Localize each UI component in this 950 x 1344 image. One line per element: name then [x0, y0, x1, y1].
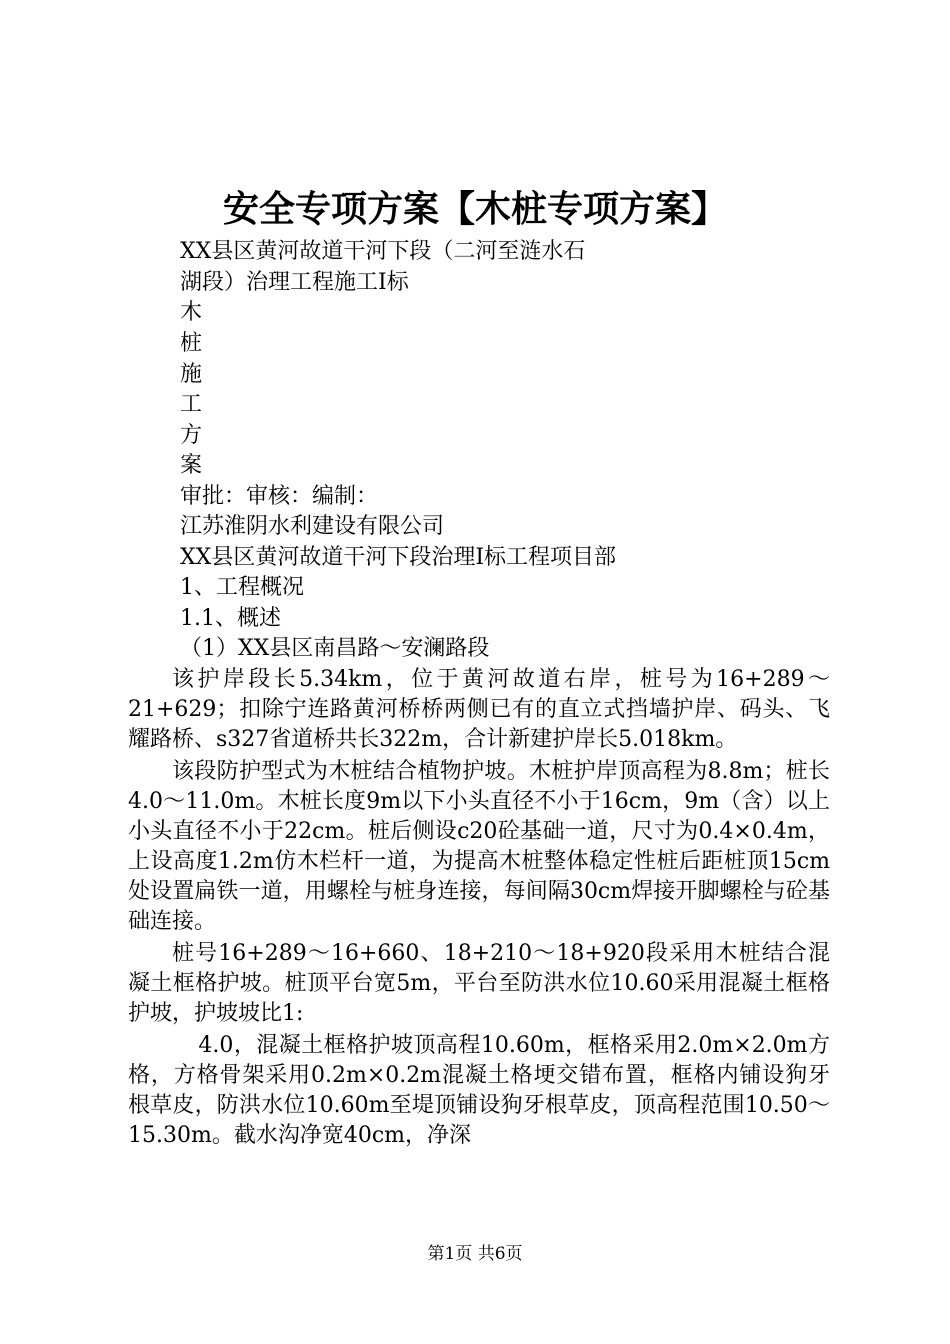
- vertical-title-char: 工: [180, 392, 203, 417]
- vertical-title-char: 方: [180, 423, 203, 448]
- section-heading: 1、工程概况: [180, 575, 304, 600]
- paragraph: 该护岸段长5.34km，位于黄河故道右岸，桩号为16+289～21+629；扣除宁连路黄河桥桥两侧已有的直立式挡墙护岸、码头、飞耀路桥、s327省道桥共长322m，合计新建护岸长5.018km。: [128, 667, 830, 752]
- company-name: 江苏淮阴水利建设有限公司: [180, 514, 445, 539]
- vertical-title-char: 案: [180, 453, 203, 478]
- project-name-line-2: 湖段）治理工程施工Ⅰ标: [180, 270, 409, 295]
- page-footer: 第1页 共6页: [427, 1244, 523, 1264]
- vertical-title-char: 施: [180, 362, 203, 387]
- project-department: XX县区黄河故道干河下段治理Ⅰ标工程项目部: [180, 545, 617, 570]
- paragraph: 4.0，混凝土框格护坡顶高程10.60m，框格采用2.0m×2.0m方格，方格骨架采用0.2m×0.2m混凝土格埂交错布置，框格内铺设狗牙根草皮，防洪水位10.60m至堤顶铺设狗牙根草皮，顶高程范围10.50～15.30m。截水沟净宽40cm，净深: [128, 1033, 830, 1148]
- approval-line: 审批：审核：编制：: [180, 484, 379, 509]
- body-text: [128, 665, 830, 1151]
- vertical-title-char: 桩: [180, 331, 203, 356]
- project-name-line-1: XX县区黄河故道干河下段（二河至涟水石: [180, 239, 586, 264]
- paragraph: 桩号16+289～16+660、18+210～18+920段采用木桩结合混凝土框格护坡。桩顶平台宽5m，平台至防洪水位10.60采用混凝土框格护坡，护坡坡比1:: [128, 941, 830, 1026]
- item-heading: （1）XX县区南昌路～安澜路段: [180, 636, 490, 661]
- paragraph: 该段防护型式为木桩结合植物护坡。木桩护岸顶高程为8.8m；桩长4.0～11.0m。木桩长度9m以下小头直径不小于16cm，9m（含）以上小头直径不小于22cm。桩后侧设c20砼基础一道，尺寸为0.4×0.4m，上设高度1.2m仿木栏杆一道，为提高木桩整体稳定性桩后距桩顶15cm处设置扁铁一道，用螺栓与桩身连接，每间隔30cm焊接开脚螺栓与砼基础连接。: [128, 759, 830, 934]
- vertical-title-char: 木: [180, 300, 203, 325]
- document-title: 安全专项方案【木桩专项方案】: [222, 188, 727, 230]
- subsection-heading: 1.1、概述: [180, 606, 281, 631]
